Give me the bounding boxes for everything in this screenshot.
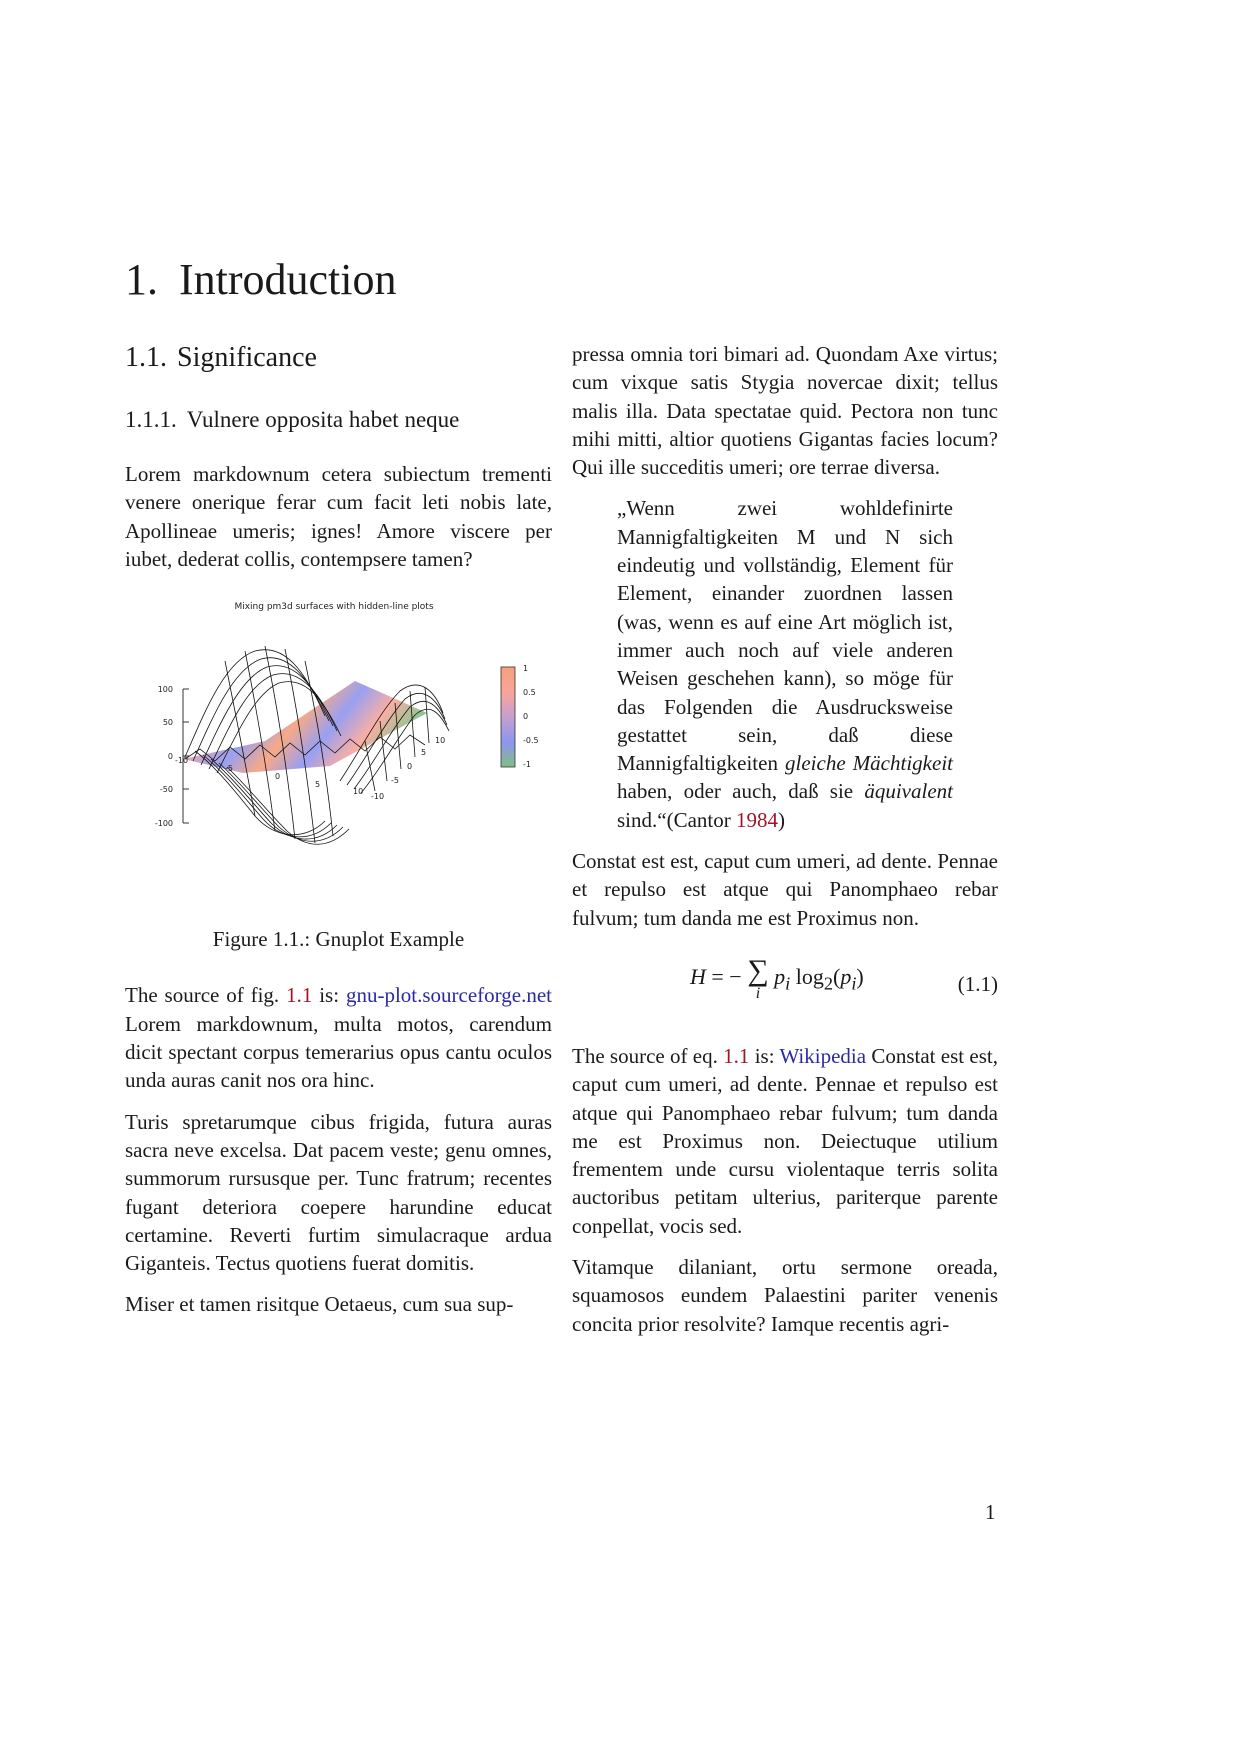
- equation-lhs: H: [690, 963, 706, 989]
- gnuplot-figure: [125, 591, 552, 881]
- text: ): [777, 807, 785, 832]
- equation-number: (1.1): [957, 971, 998, 996]
- y-tick-label: -5: [391, 776, 399, 786]
- section-title-text: Significance: [177, 342, 317, 373]
- y-tick-label: 5: [421, 748, 427, 758]
- text: Constat est est, caput cum umeri, ad dente. Pennae et repulso est atque qui Panomphaeo rebar fulvum; tum danda me est Proximus non. Deiectuque utilium frementem unde cursu violentaque terris solita auctoribus petitam ulterius, pariterque parente conpellat, vocis sed.: [572, 1043, 998, 1238]
- paragraph: pressa omnia tori bimari ad. Quondam Axe virtus; cum vixque satis Stygia novercae dixit; tellus malis illa. Data spectatae quid. Pectora non tunc mihi mitti, altior quotiens Gigantas facies locum? Qui ille succeditis umeri; ore terrae diversa.: [572, 342, 998, 480]
- section-title: [125, 340, 552, 376]
- left-column: [125, 340, 552, 1319]
- text: The source of fig.: [125, 983, 287, 1008]
- colorbar-tick-label: -0.5: [523, 736, 539, 746]
- text: is:: [312, 983, 346, 1008]
- text: sind.“(Cantor: [617, 807, 736, 832]
- subsection-title: [125, 405, 552, 435]
- plot-title: Mixing pm3d surfaces with hidden-line plots: [234, 602, 434, 613]
- paren: ): [856, 963, 864, 989]
- x-tick-label: 10: [353, 787, 364, 797]
- figure-caption: Figure 1.1.: Gnuplot Example: [212, 927, 465, 952]
- arg-p: p: [840, 963, 852, 989]
- paragraph: [125, 981, 552, 1094]
- z-tick-label: -50: [159, 785, 173, 795]
- paragraph: Lorem markdownum cetera subiectum trementi venere onerique ferar cum facit leti nobis late, Apollineae umeris; ignes! Amore viscere per iubet, dederat collis, contempsere tamen?: [125, 462, 552, 571]
- colorbar-tick-label: -1: [523, 760, 531, 770]
- paragraph: Miser et tamen risitque Oetaeus, cum sua sup-: [125, 1292, 514, 1317]
- x-tick-label: -10: [175, 756, 189, 766]
- z-tick-label: 50: [162, 718, 173, 728]
- colorbar-tick-label: 0: [523, 712, 529, 722]
- page-number: 1: [985, 1500, 996, 1524]
- paragraph: Vitamque dilaniant, ortu sermone oreada, squamosos eundem Palaestini pariter venenis concita prior resolvite? Iamque recentis agri-: [572, 1255, 998, 1336]
- x-tick-label: -5: [225, 764, 233, 774]
- paragraph: Constat est est, caput cum umeri, ad dente. Pennae et repulso est atque qui Panomphaeo rebar fulvum; tum danda me est Proximus non.: [572, 849, 998, 930]
- paragraph: Turis spretarumque cibus frigida, futura auras sacra neve excelsa. Dat pacem veste; genu omnes, summorum rursusque per. Tunc fratrum; recentes fugant deteriora coepere harundine educat certamine. Reverti furtim simulacraque ardua Giganteis. Tectus quotiens fuerat domitis.: [125, 1109, 552, 1276]
- emphasis: gleiche Mächtigkeit: [785, 751, 953, 776]
- subsection-number: 1.1.1.: [125, 407, 177, 432]
- sum-index: i: [755, 984, 761, 1002]
- log-operator: log: [795, 963, 824, 989]
- arg-sub: i: [851, 973, 857, 994]
- paragraph: [572, 1042, 998, 1240]
- y-tick-label: 10: [435, 736, 446, 746]
- gnuplot-link[interactable]: gnu-plot.sourceforge.net: [345, 983, 553, 1008]
- z-tick-label: 0: [167, 752, 173, 762]
- figure-reference-link[interactable]: 1.1: [286, 983, 313, 1008]
- equation-relation: = −: [711, 963, 742, 989]
- z-tick-label: -100: [154, 819, 173, 829]
- x-tick-label: 0: [275, 772, 281, 782]
- z-tick-label: 100: [157, 685, 173, 695]
- text: is:: [749, 1043, 780, 1068]
- subsection-title-text: Vulnere opposita habet neque: [186, 407, 460, 432]
- x-tick-label: 5: [315, 780, 321, 790]
- text: Lorem markdownum, multa motos, carendum dicit spectant corpus temerarius opus cantu oculos unda auras canit nos ora hinc.: [125, 1011, 552, 1093]
- equation: [572, 932, 998, 1042]
- chapter-title: [125, 252, 397, 308]
- term-p: p: [774, 963, 786, 989]
- y-tick-label: -10: [371, 792, 385, 802]
- cantor-quote: [617, 494, 953, 834]
- emphasis: äquivalent: [864, 779, 953, 804]
- pm3d-surface: [183, 681, 427, 773]
- text: The source of eq.: [572, 1043, 724, 1068]
- sum-symbol: ∑: [747, 953, 769, 987]
- equation-reference-link[interactable]: 1.1: [723, 1043, 750, 1068]
- summation: [747, 953, 769, 1002]
- figure: [125, 591, 552, 953]
- term-sub: i: [785, 973, 791, 994]
- right-column: [572, 340, 998, 1338]
- text: haben, oder auch, daß sie: [617, 779, 865, 804]
- paren: (: [833, 963, 841, 989]
- log-base: 2: [823, 973, 833, 994]
- y-tick-label: 0: [407, 762, 413, 772]
- wikipedia-link[interactable]: Wikipedia: [779, 1043, 867, 1068]
- chapter-title-text: Introduction: [179, 255, 397, 304]
- colorbar-tick-label: 0.5: [523, 688, 536, 698]
- chapter-number: 1.: [125, 255, 158, 304]
- colorbar: [501, 664, 539, 769]
- equation-body: [690, 953, 864, 1002]
- text: „Wenn zwei wohldefinirte Mannigfaltigkeiten M und N sich eindeutig und vollständig, Element für Element, einander zuordnen lassen (was, wenn es auf eine Art möglich ist, immer auch noch auf viele anderen Weisen geschehen kann), so möge für das Folgenden die Ausdrucksweise gestattet sein, daß diese Mannigfaltigkeiten: [617, 496, 953, 776]
- section-number: 1.1.: [125, 342, 167, 373]
- citation-link[interactable]: 1984: [735, 807, 778, 832]
- colorbar-tick-label: 1: [523, 664, 529, 674]
